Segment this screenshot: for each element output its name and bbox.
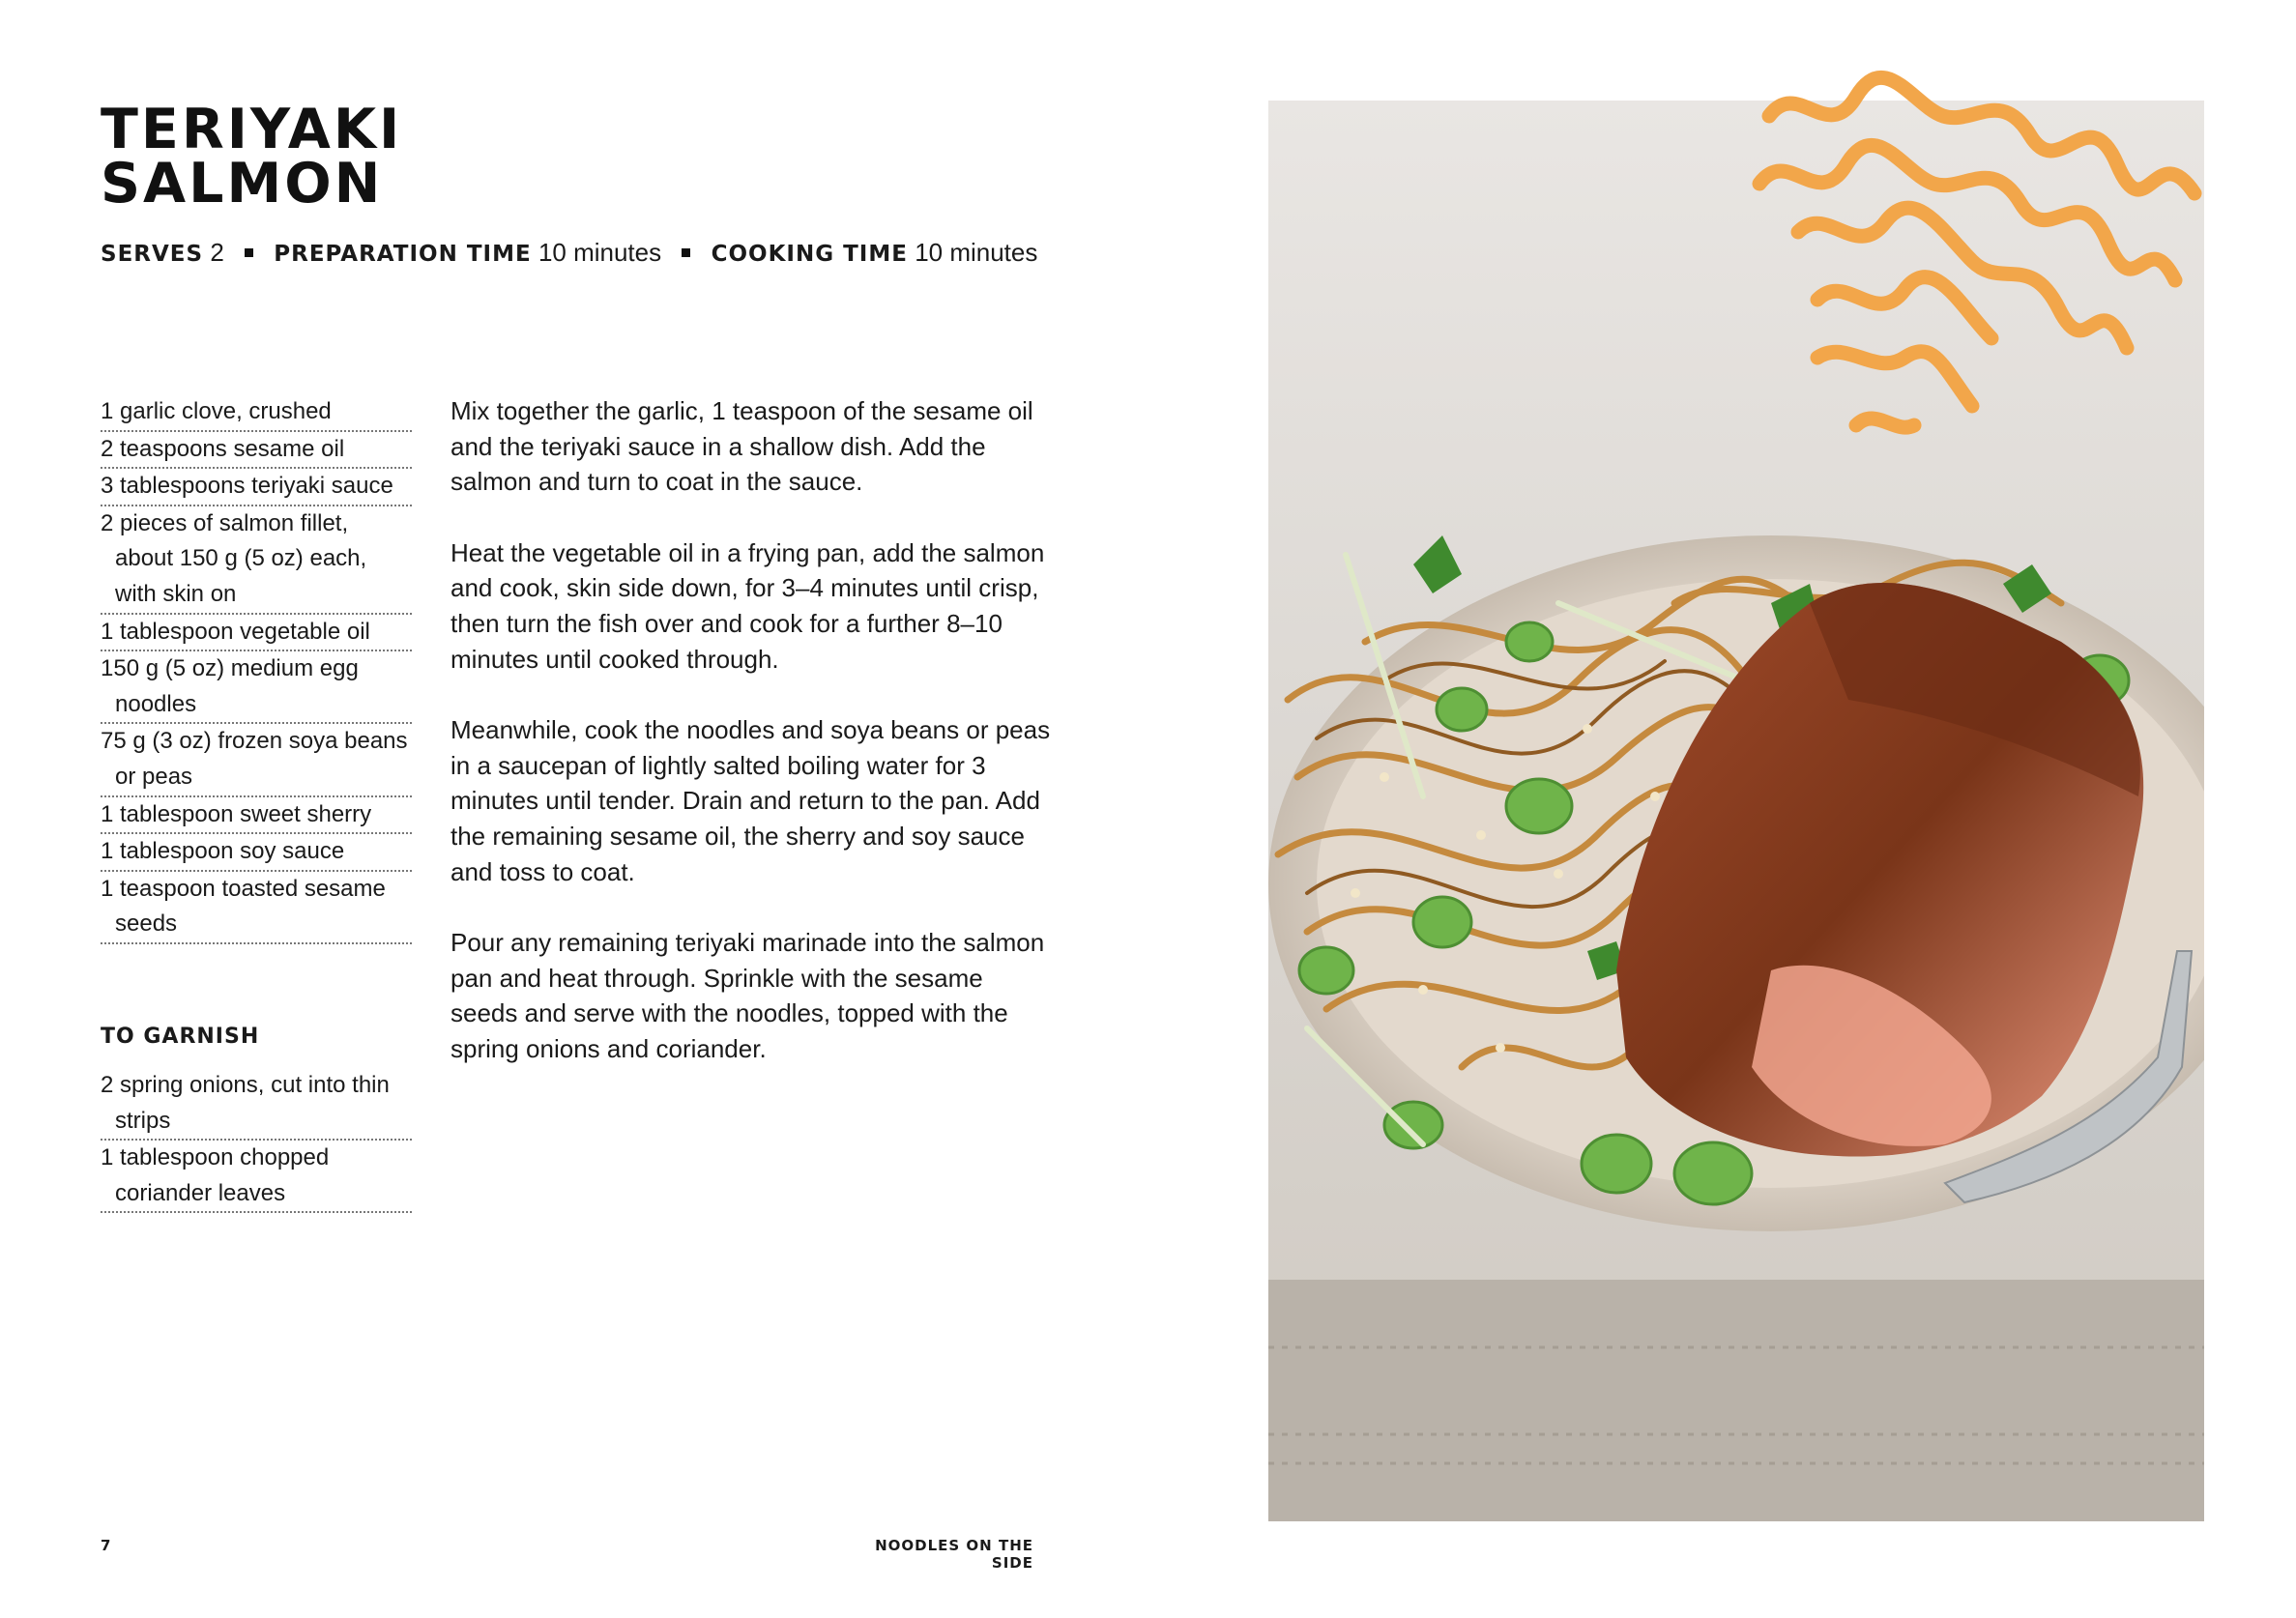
ingredient-item: 3 tablespoons teriyaki sauce [101,469,412,506]
garnish-heading: TO GARNISH [101,1025,260,1049]
title-line-1: TERIYAKI [101,98,403,161]
garnish-list [101,1068,412,1213]
recipe-meta [101,236,1067,271]
separator-square-icon [682,248,690,257]
ingredient-item: 1 tablespoon sweet sherry [101,797,412,835]
recipe-title [101,98,584,216]
ingredient-item: 1 tablespoon soy sauce [101,834,412,872]
ingredient-item: 150 g (5 oz) medium egg noodles [101,651,412,724]
ingredients-list [101,394,412,944]
cook-value: 10 minutes [915,238,1038,267]
separator-square-icon [245,248,253,257]
method-step: Heat the vegetable oil in a frying pan, add the salmon and cook, skin side down, for 3–4 minutes until crisp, then turn the fish over and cook for a further 8–10 minutes until cooked through. [450,537,1045,674]
ingredient-item: 1 tablespoon vegetable oil [101,615,412,652]
method-step: Meanwhile, cook the noodles and soya beans or peas in a saucepan of lightly salted boiling water for 3 minutes until tender. Drain and return to the pan. Add the remaining sesame oil, the sherry and soy sauce and toss to coat. [450,715,1051,886]
garnish-item: 1 tablespoon chopped coriander leaves [101,1141,412,1213]
ingredient-item: 2 pieces of salmon fillet, about 150 g (5 oz) each, with skin on [101,506,412,615]
ingredient-item: 2 teaspoons sesame oil [101,432,412,470]
salmon-photo [1268,101,2204,1521]
page-number: 7 [101,1537,111,1554]
book-title: NOODLES ON THE SIDE [875,1537,1033,1572]
prep-label: PREPARATION TIME [274,242,532,267]
ingredient-item: 75 g (3 oz) frozen soya beans or peas [101,724,412,796]
garnish-item: 2 spring onions, cut into thin strips [101,1068,412,1141]
prep-value: 10 minutes [538,238,662,267]
method-step: Pour any remaining teriyaki marinade into the salmon pan and heat through. Sprinkle with the sesame seeds and serve with the noodles, topped with the spring onions and coriander. [450,928,1045,1063]
cook-label: COOKING TIME [711,242,908,267]
serves-value: 2 [210,238,224,267]
serves-label: SERVES [101,242,204,267]
ingredient-item: 1 garlic clove, crushed [101,394,412,432]
method-steps [450,393,1052,1103]
method-step: Mix together the garlic, 1 teaspoon of the sesame oil and the teriyaki sauce in a shallow dish. Add the salmon and turn to coat in the sauce. [450,396,1033,497]
title-line-2: SALMON [101,152,384,216]
ingredient-item: 1 teaspoon toasted sesame seeds [101,872,412,944]
